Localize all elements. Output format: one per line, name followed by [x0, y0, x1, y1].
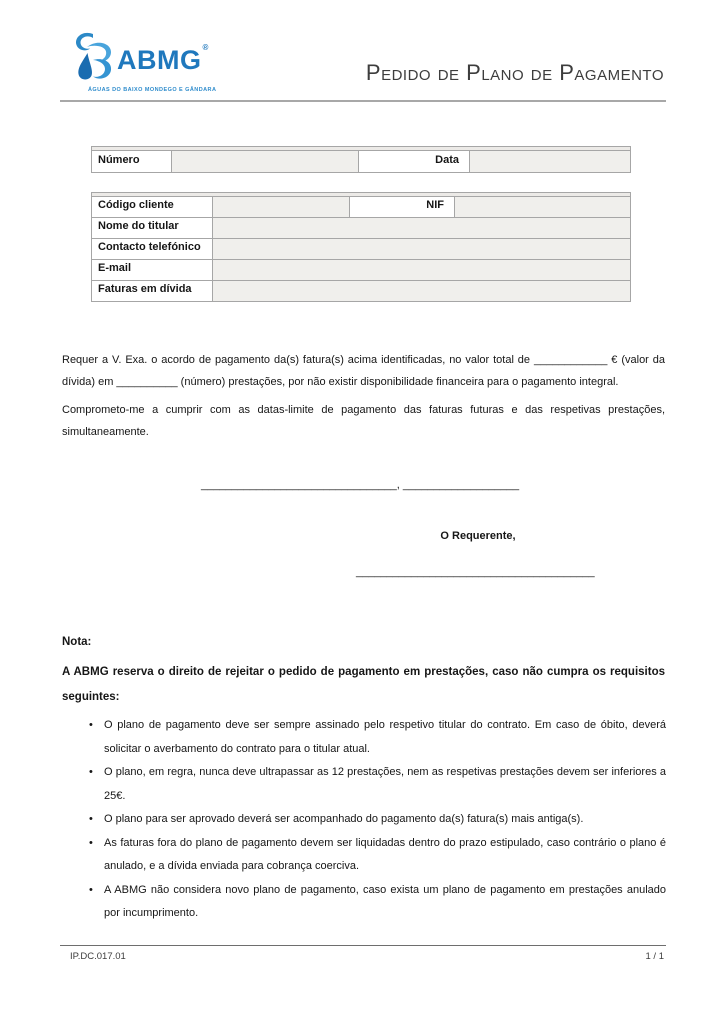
data-field[interactable]	[469, 151, 630, 172]
email-label: E-mail	[92, 260, 212, 280]
email-field[interactable]	[212, 260, 630, 280]
requester-label: O Requerente,	[440, 530, 516, 542]
nome-titular-field[interactable]	[212, 218, 630, 238]
table-row	[92, 280, 630, 301]
bullet-text: As faturas fora do plano de pagamento devem ser liquidadas dentro do prazo estipulado, caso contrário o plano é anulado, e a dívida enviada para cobrança coerciva.	[104, 836, 666, 872]
registered-mark-icon: ®	[202, 43, 209, 52]
table-row	[92, 217, 630, 238]
bullet-icon: •	[89, 766, 93, 778]
request-paragraph-text: Requer a V. Exa. o acordo de pagamento da(s) fatura(s) acima identificadas, no valor total de	[62, 354, 534, 366]
abmg-wordmark: ABMG®	[117, 43, 209, 75]
table-row	[92, 151, 630, 172]
signature-line[interactable]: _______________________________________	[356, 566, 595, 578]
request-paragraph	[62, 349, 665, 393]
nome-titular-label: Nome do titular	[92, 218, 212, 238]
nif-field[interactable]	[454, 197, 630, 217]
contacto-telefonico-field[interactable]	[212, 239, 630, 259]
bullet-icon: •	[89, 883, 93, 896]
codigo-cliente-field[interactable]	[212, 197, 349, 217]
note-bullet-item	[62, 808, 666, 832]
data-label: Data	[358, 151, 469, 172]
request-paragraph-text: € (valor da dívida) em	[62, 354, 666, 388]
client-info-table	[91, 192, 631, 302]
bullet-text: O plano, em regra, nunca deve ultrapassar as 12 prestações, nem as respetivas prestações devem ser inferiores a 25€.	[104, 766, 666, 802]
contacto-telefonico-label: Contacto telefónico	[92, 239, 212, 259]
document-title: Pedido de Plano de Pagamento	[365, 60, 664, 85]
table-row	[92, 197, 630, 217]
faturas-divida-field[interactable]	[212, 281, 630, 301]
page-number: 1 / 1	[645, 951, 664, 962]
bullet-text: O plano para ser aprovado deverá ser acompanhado do pagamento da(s) fatura(s) mais antiga(s).	[104, 813, 584, 825]
note-bullet-item	[62, 832, 666, 879]
nif-label: NIF	[349, 197, 454, 217]
note-bullet-item	[62, 761, 666, 808]
note-bullet-item	[62, 879, 666, 926]
page-footer	[60, 945, 666, 962]
numero-field[interactable]	[171, 151, 358, 172]
note-label: Nota:	[62, 636, 92, 648]
note-intro: A ABMG reserva o direito de rejeitar o pedido de pagamento em prestações, caso não cumpra os requisitos seguintes:	[62, 666, 665, 703]
note-bullet-item	[62, 714, 666, 761]
table-row	[92, 238, 630, 259]
bullet-text: O plano de pagamento deve ser sempre assinado pelo respetivo titular do contrato. Em caso de óbito, deverá solicitar o averbamento do contrato para o titular atual.	[104, 719, 666, 755]
installments-number-blank[interactable]: __________	[116, 376, 178, 388]
abmg-water-swirl-icon	[72, 30, 116, 84]
place-date-line[interactable]: ________________________________, ___________________	[201, 479, 520, 491]
bullet-icon: •	[89, 719, 93, 731]
numero-label: Número	[92, 151, 171, 172]
note-bullet-list	[62, 714, 666, 926]
faturas-divida-label: Faturas em dívida	[92, 281, 212, 301]
bullet-icon: •	[89, 813, 93, 825]
doc-code: IP.DC.017.01	[70, 951, 126, 962]
bullet-text: A ABMG não considera novo plano de pagamento, caso exista um plano de pagamento em prestações anulado por incumprimento.	[104, 883, 666, 919]
commitment-paragraph: Comprometo-me a cumprir com as datas-limite de pagamento das faturas futuras e das respetivas prestações, simultaneamente.	[62, 404, 665, 438]
request-info-table	[91, 146, 631, 173]
table-row	[92, 259, 630, 280]
logo-tagline: ÁGUAS DO BAIXO MONDEGO E GÂNDARA	[88, 87, 217, 93]
codigo-cliente-label: Código cliente	[92, 197, 212, 217]
abmg-logo	[72, 30, 216, 93]
page-header	[60, 0, 666, 102]
request-paragraph-text: (número) prestações, por não existir disponibilidade financeira para o pagamento integral.	[177, 376, 619, 388]
bullet-icon: •	[89, 836, 93, 849]
total-value-blank[interactable]: ____________	[533, 354, 608, 366]
